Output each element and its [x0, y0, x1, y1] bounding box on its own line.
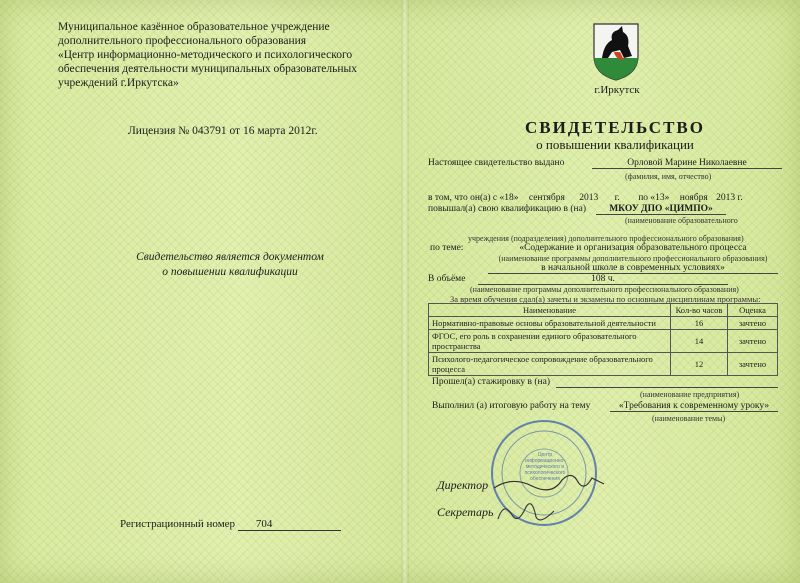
exams-label: За время обучения сдал(а) зачеты и экзамены по основным дисциплинам программы:: [450, 294, 761, 304]
document-subtitle: о повышении квалификации: [536, 137, 694, 152]
discipline-name: Психолого-педагогическое сопровождение образовательного процесса: [429, 353, 671, 376]
page-fold: [401, 0, 409, 583]
statement-line: о повышении квалификации: [162, 266, 298, 278]
volume-label: В объёме: [428, 274, 466, 284]
internship-hint: (наименование предприятия): [640, 390, 740, 399]
org-line: Муниципальное казённое образовательное учреждение: [58, 21, 330, 33]
discipline-name: ФГОС, его роль в сохранении единого образовательного пространства: [429, 330, 671, 353]
col-name-header: Наименование: [429, 304, 671, 317]
topic-line-2: в начальной школе в современных условиях»: [488, 263, 778, 274]
topic-line-1: «Содержание и организация образовательного процесса: [519, 243, 747, 253]
col-hours-header: Кол-во часов: [671, 304, 728, 317]
stamp-text: Центр информационно-методического и психологического обеспечения: [524, 452, 566, 482]
volume-value: 108 ч.: [478, 274, 728, 285]
table-row: [429, 330, 778, 353]
institution-hint-2: учреждения (подразделения) дополнительного профессионального образования): [468, 234, 744, 243]
city-name: г.Иркутск: [594, 84, 640, 96]
discipline-hours: 12: [671, 353, 728, 376]
period-from-label: в том, что он(а) с: [428, 193, 498, 203]
to-year: 2013: [716, 193, 736, 203]
director-label: Директор: [437, 478, 489, 492]
document-title: СВИДЕТЕЛЬСТВО: [525, 118, 705, 137]
internship-line: [556, 387, 778, 388]
to-label: по: [638, 193, 649, 203]
from-day: «18»: [499, 193, 519, 203]
issued-label: Настоящее свидетельство выдано: [428, 158, 565, 168]
institution-name: МКОУ ДПО «ЦИМПО»: [596, 204, 726, 215]
to-month: ноября: [679, 193, 708, 203]
to-day: «13»: [650, 193, 670, 203]
topic-label: по теме:: [430, 243, 464, 253]
secretary-signature: [494, 495, 564, 531]
topic-hint: (наименование программы дополнительного профессионального образования): [498, 254, 768, 263]
registration-number: [120, 518, 341, 531]
discipline-grade: зачтено: [728, 330, 778, 353]
final-work-value: «Требования к современному уроку»: [610, 401, 778, 412]
col-grade-header: Оценка: [728, 304, 778, 317]
name-hint: (фамилия, имя, отчество): [625, 172, 712, 181]
year-abbr: г.: [614, 193, 620, 203]
disciplines-table: [428, 303, 778, 376]
final-work-label: Выполнил (а) итоговую работу на тему: [432, 401, 591, 411]
year-abbr: г.: [737, 193, 743, 203]
reg-label: Регистрационный номер: [120, 518, 236, 530]
institution-hint: (наименование образовательного: [625, 216, 738, 225]
table-row: [429, 353, 778, 376]
from-year: 2013: [579, 193, 599, 203]
table-row: [429, 317, 778, 330]
certificate-statement: [100, 250, 360, 280]
discipline-grade: зачтено: [728, 317, 778, 330]
internship-label: Прошел(а) стажировку в (на): [432, 377, 550, 387]
org-line: дополнительного профессионального образования: [58, 35, 307, 47]
discipline-name: Нормативно-правовые основы образовательной деятельности: [429, 317, 671, 330]
org-line: учреждений г.Иркутска»: [58, 77, 179, 89]
org-line: обеспечения деятельности муниципальных образовательных: [58, 63, 357, 75]
volume-hint: (наименование программы дополнительного профессионального образования): [470, 285, 739, 294]
director-signature: [492, 466, 612, 498]
table-header-row: [429, 304, 778, 317]
recipient-name: Орловой Марине Николаевне: [592, 158, 782, 169]
period-row: [428, 193, 743, 203]
irkutsk-coat-of-arms-icon: [590, 22, 642, 82]
discipline-hours: 16: [671, 317, 728, 330]
reg-value: 704: [238, 518, 341, 531]
license-text: Лицензия № 043791 от 16 марта 2012г.: [128, 125, 318, 137]
from-month: сентября: [528, 193, 565, 203]
org-line: «Центр информационно-методического и психологического: [58, 49, 353, 61]
discipline-hours: 14: [671, 330, 728, 353]
secretary-label: Секретарь: [437, 505, 494, 519]
improved-label: повышал(а) свою квалификацию в (на): [428, 204, 586, 214]
organization-name: [58, 20, 398, 90]
discipline-grade: зачтено: [728, 353, 778, 376]
statement-line: Свидетельство является документом: [136, 251, 324, 263]
final-work-hint: (наименование темы): [652, 414, 726, 423]
